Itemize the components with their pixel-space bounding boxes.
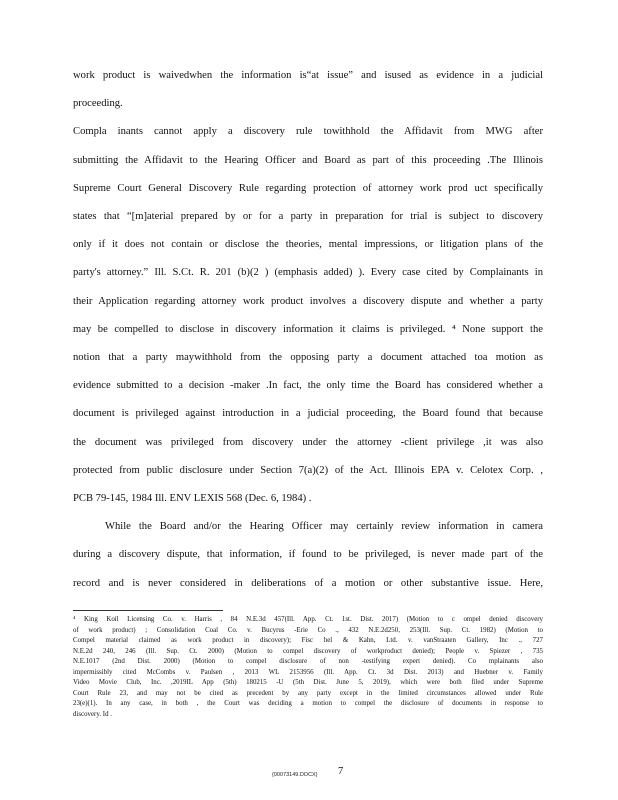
- body-line: during a discovery dispute, that information, if found to be privileged, is never made part of the: [73, 549, 543, 561]
- body-line: PCB 79-145, 1984 Ill. ENV LEXIS 568 (Dec. 6, 1984) .: [73, 493, 312, 505]
- footnote-line: ⁴ King Koil Licensing Co. v. Harris , 84 N.E.3d 457(Ill. App. Ct. 1st. Dist. 2017) (Motion to c ompel denied discovery: [73, 616, 543, 623]
- body-line: evidence submitted to a decision -maker .In fact, the only time the Board has considered whether a: [73, 380, 543, 392]
- footnote-line: 23(e)(1). In any case, in both , the Court was deciding a motion to compel the disclosure of documents in response to: [73, 700, 543, 707]
- body-line: Supreme Court General Discovery Rule regarding protection of attorney work prod uct specifically: [73, 182, 543, 194]
- body-line: the document was privileged from discovery under the attorney -client privilege ,it was also: [73, 436, 543, 448]
- body-text: [73, 62, 543, 598]
- body-line: document is privileged against introduction in a judicial proceeding, the Board found that because: [73, 408, 543, 420]
- body-line: notion that a party maywithhold from the opposing party a document attached toa motion as: [73, 352, 543, 364]
- body-line: submitting the Affidavit to the Hearing Officer and Board as part of this proceeding .The Illinois: [73, 154, 543, 166]
- body-line: work product is waivedwhen the information is“at issue” and isused as evidence in a judicial: [73, 70, 543, 81]
- body-line: While the Board and/or the Hearing Officer may certainly review information in camera: [105, 521, 543, 533]
- body-line: party's attorney.” Ill. S.Ct. R. 201 (b)(2 ) (emphasis added) ). Every case cited by Complainants in: [73, 267, 543, 279]
- body-line: proceeding.: [73, 98, 123, 110]
- document-id: {00073149.DOCX}: [272, 772, 318, 778]
- footnote-line: discovery. Id .: [73, 710, 112, 718]
- footnote-line: Video Movie Club, Inc. ,2019IL App (5th) 180215 -U (5th Dist. June 5, 2019), which were both filed under Supreme: [73, 679, 543, 686]
- footnote-line: impermissibly cited McCombs v. Paulsen , 2013 WL 2153956 (Ill. App. Ct. 3d Dist. 2013) and Huebner v. Family: [73, 668, 543, 676]
- footnote-line: Court Rule 23, and may not be cited as precedent by any party except in the limited circumstances allowed under Rule: [73, 689, 543, 697]
- body-line: Compla inants cannot apply a discovery rule towithhold the Affidavit from MWG after: [73, 126, 543, 138]
- footnote-line: N.E.2d 240, 246 (Ill. Sup. Ct. 2000) (Motion to compel discovery of workproduct denied); People v. Spiezer , 735: [73, 647, 543, 655]
- footnote-line: N.E.1017 (2nd Dist. 2000) (Motion to compel disclosure of non -testifying expert denied). Co mplainants also: [73, 658, 543, 665]
- footnote-line: Compel material claimed as work product in discovery); Fisc hel & Kahn, Ltd. v. vanStraaten Gallery, Inc ., 727: [73, 637, 543, 644]
- page-number: 7: [338, 766, 344, 777]
- body-line: may be compelled to disclose in discovery information it claims is privileged. ⁴ None support the: [73, 323, 543, 335]
- footnote: [73, 615, 543, 720]
- footnote-line: of work product) ; Consolidation Coal Co. v. Bucyrus -Erie Co ., 432 N.E.2d250, 253(Ill. Sup. Ct. 1982) (Motion to: [73, 626, 543, 634]
- body-line: states that “[m]aterial prepared by or for a party in preparation for trial is subject to discovery: [73, 211, 543, 223]
- body-line: their Application regarding attorney work product involves a discovery dispute and whether a party: [73, 295, 543, 307]
- body-line: protected from public disclosure under Section 7(a)(2) of the Act. Illinois EPA v. Celotex Corp. ,: [73, 464, 543, 476]
- body-line: record and is never considered in deliberations of a motion or other substantive issue. Here,: [73, 577, 543, 589]
- footnote-separator: [73, 610, 223, 611]
- body-line: only if it does not contain or disclose the theories, mental impressions, or litigation plans of the: [73, 239, 543, 251]
